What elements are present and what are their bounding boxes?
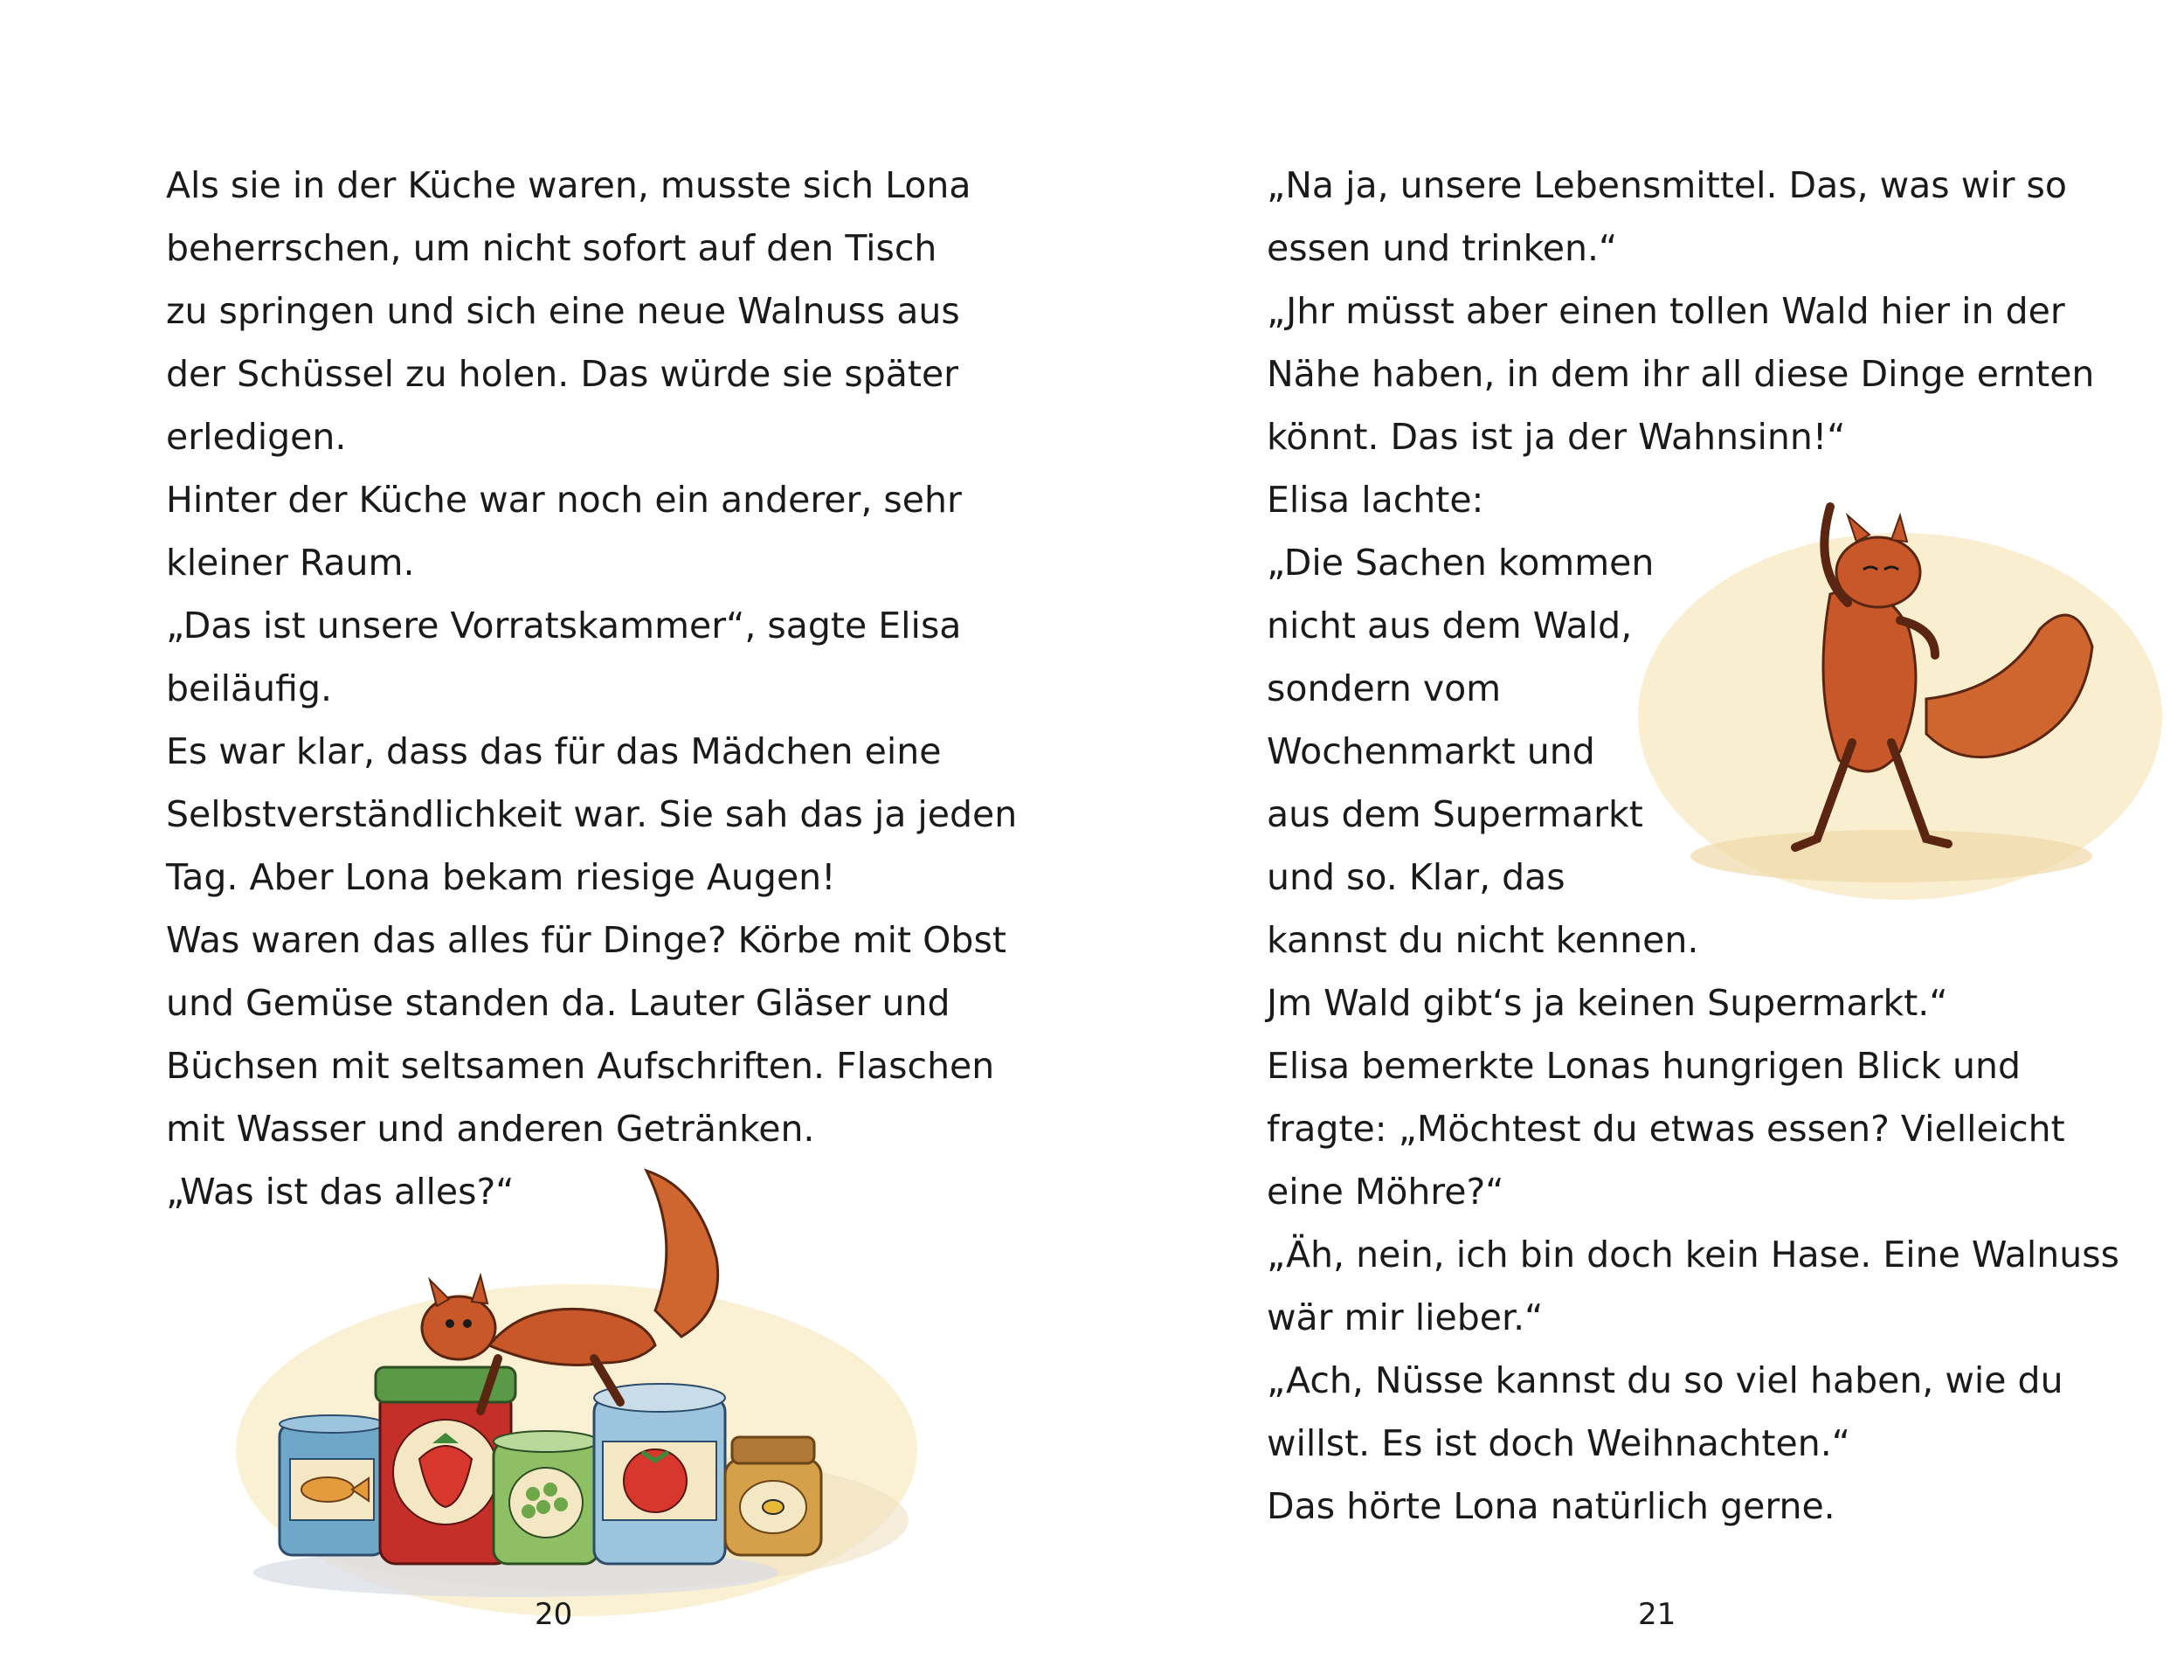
text-line: Elisa lachte: (1267, 479, 1484, 521)
text-line: „Die Sachen kommen (1267, 542, 1655, 584)
text-line: kannst du nicht kennen. (1267, 919, 1699, 961)
text-line: fragte: „Möchtest du etwas essen? Vielleicht (1267, 1108, 2065, 1150)
text-line: sondern vom (1267, 667, 1502, 709)
text-line: Selbstverständlichkeit war. Sie sah das ja jeden (166, 793, 1018, 835)
text-line: Es war klar, dass das für das Mädchen eine (166, 730, 942, 772)
text-line: Elisa bemerkte Lonas hungrigen Blick und (1267, 1045, 2021, 1087)
text-line: Wochenmarkt und (1267, 730, 1595, 772)
text-line: aus dem Supermarkt (1267, 793, 1643, 835)
text-line: Was waren das alles für Dinge? Körbe mit Obst (166, 919, 1006, 961)
text-line: Büchsen mit seltsamen Aufschriften. Flaschen (166, 1045, 995, 1087)
page-number: 21 (1638, 1597, 1676, 1632)
text-line: „Jhr müsst aber einen tollen Wald hier in der (1267, 290, 2065, 332)
text-line: nicht aus dem Wald, (1267, 605, 1633, 646)
text-line: wär mir lieber.“ (1267, 1296, 1544, 1338)
squirrel-on-jars-illustration (227, 1136, 917, 1625)
text-line: kleiner Raum. (166, 542, 415, 584)
text-line: beherrschen, um nicht sofort auf den Tisch (166, 227, 937, 269)
text-line: Das hörte Lona natürlich gerne. (1267, 1485, 1835, 1527)
text-line: Hinter der Küche war noch ein anderer, sehr (166, 479, 962, 521)
honey-jar-icon (725, 1437, 821, 1555)
text-line: mit Wasser und anderen Getränken. (166, 1108, 815, 1150)
text-line: könnt. Das ist ja der Wahnsinn!“ (1267, 416, 1846, 458)
text-line: „Das ist unsere Vorratskammer“, sagte Elisa (166, 605, 962, 646)
text-line: willst. Es ist doch Weihnachten.“ (1267, 1422, 1850, 1464)
text-line: Nähe haben, in dem ihr all diese Dinge ernten (1267, 353, 2095, 395)
text-line: eine Möhre?“ (1267, 1171, 1504, 1213)
dancing-squirrel-illustration (1638, 489, 2180, 909)
left-page-text (166, 154, 1040, 1223)
peas-jar-icon (494, 1431, 598, 1564)
text-line: beiläufig. (166, 667, 333, 709)
text-line: essen und trinken.“ (1267, 227, 1618, 269)
text-line: „Ach, Nüsse kannst du so viel haben, wie du (1267, 1359, 2063, 1401)
text-line: Als sie in der Küche waren, musste sich Lona (166, 164, 971, 206)
text-line: Tag. Aber Lona bekam riesige Augen! (166, 856, 836, 898)
text-line: zu springen und sich eine neue Walnuss aus (166, 290, 960, 332)
right-page (1092, 0, 2184, 1680)
text-line: und Gemüse standen da. Lauter Gläser und (166, 982, 950, 1024)
text-line: „Na ja, unsere Lebensmittel. Das, was wir so (1267, 164, 2067, 206)
tomato-tin-icon (594, 1384, 725, 1564)
page-number: 20 (535, 1597, 573, 1632)
text-line: „Was ist das alles?“ (166, 1171, 515, 1213)
text-line: „Äh, nein, ich bin doch kein Hase. Eine Walnuss (1267, 1234, 2119, 1276)
text-line: Jm Wald gibt‘s ja keinen Supermarkt.“ (1267, 982, 1948, 1024)
text-line: erledigen. (166, 416, 347, 458)
text-line: und so. Klar, das (1267, 856, 1565, 898)
text-line: der Schüssel zu holen. Das würde sie später (166, 353, 959, 395)
fish-tin-icon (280, 1415, 384, 1555)
